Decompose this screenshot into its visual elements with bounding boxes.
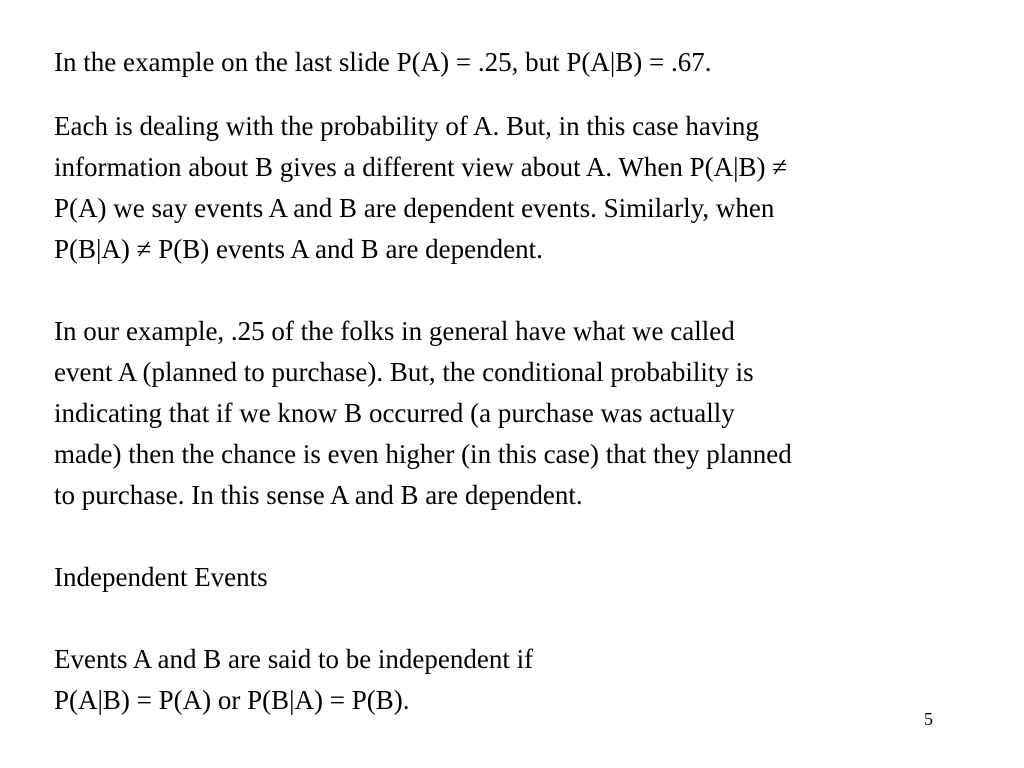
- page-number: 5: [924, 709, 933, 729]
- paragraph-2-line-2: event A (planned to purchase). But, the conditional probability is: [54, 357, 754, 387]
- paragraph-2-line-1: In our example, .25 of the folks in general have what we called: [54, 316, 735, 346]
- paragraph-2-line-3: indicating that if we know B occurred (a purchase was actually: [54, 398, 735, 428]
- definition-formula: P(A|B) = P(A) or P(B|A) = P(B).: [54, 685, 410, 715]
- paragraph-1-line-1: Each is dealing with the probability of A. But, in this case having: [54, 111, 759, 141]
- intro-text: In the example on the last slide P(A) = .25, but P(A|B) = .67.: [54, 47, 712, 77]
- paragraph-1-line-2: information about B gives a different view about A. When P(A|B) ≠: [54, 152, 788, 182]
- definition-line-1: Events A and B are said to be independent if: [54, 644, 534, 674]
- section-heading: Independent Events: [54, 562, 268, 592]
- paragraph-2-line-4: made) then the chance is even higher (in this case) that they planned: [54, 439, 792, 469]
- paragraph-1-line-3: P(A) we say events A and B are dependent events. Similarly, when: [54, 193, 775, 223]
- paragraph-1-line-4: P(B|A) ≠ P(B) events A and B are dependent.: [54, 234, 543, 264]
- paragraph-2-line-5: to purchase. In this sense A and B are dependent.: [54, 480, 583, 510]
